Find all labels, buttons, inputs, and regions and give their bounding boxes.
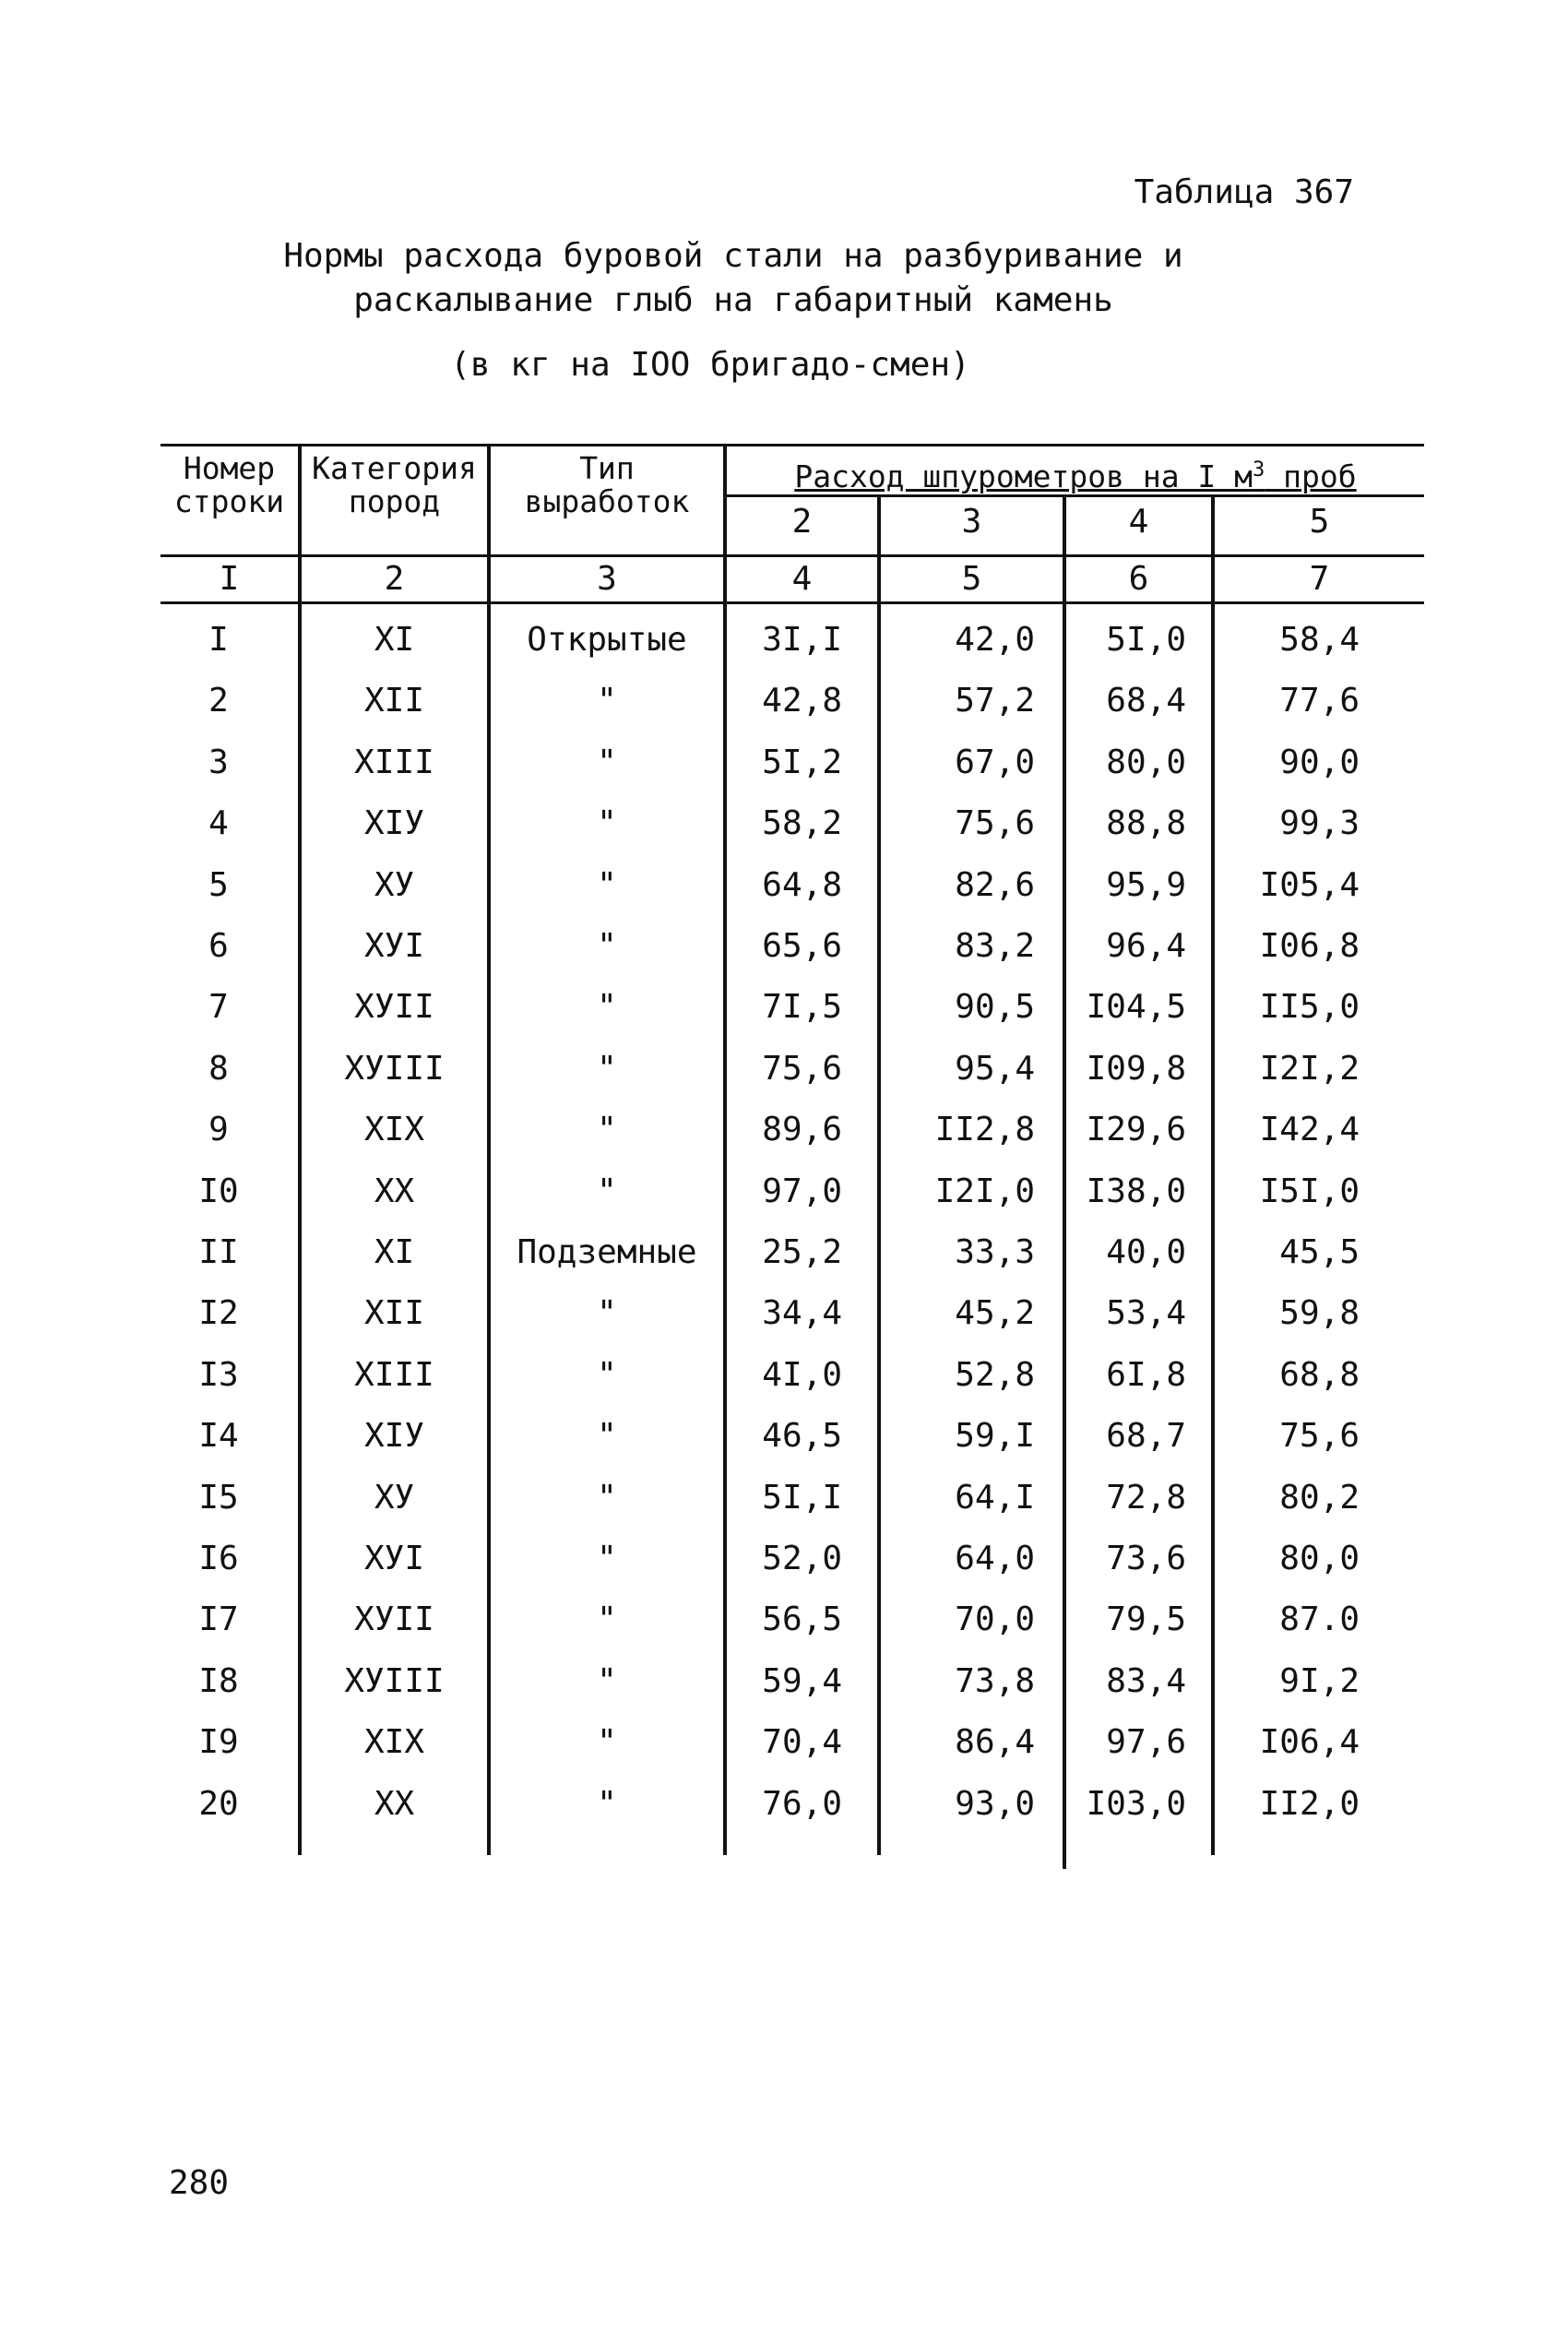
cell-col-5: I06,8 bbox=[1259, 927, 1360, 965]
cell-row-number: 9 bbox=[208, 1111, 229, 1148]
header-row-number bbox=[160, 452, 298, 518]
cell-col-2: 25,2 bbox=[762, 1233, 842, 1271]
header-type-line-2: выработок bbox=[524, 483, 690, 519]
cell-row-number: 2 bbox=[208, 682, 229, 720]
cell-col-3: II2,8 bbox=[934, 1111, 1035, 1148]
cell-col-4: 53,4 bbox=[1106, 1294, 1186, 1332]
cell-type: " bbox=[597, 1417, 617, 1455]
cell-col-4: 80,0 bbox=[1106, 744, 1186, 781]
cell-category: XII bbox=[363, 682, 425, 720]
header-row-number-line-1: Номер bbox=[183, 450, 276, 486]
cell-row-number: 8 bbox=[208, 1050, 229, 1088]
cell-col-3: 45,2 bbox=[955, 1294, 1035, 1332]
cell-category: ХУIII bbox=[344, 1662, 445, 1700]
cell-type: " bbox=[597, 1600, 617, 1638]
cell-type: " bbox=[597, 1356, 617, 1394]
cell-type: " bbox=[597, 1785, 617, 1823]
cell-col-2: 70,4 bbox=[762, 1723, 842, 1761]
cell-col-3: 86,4 bbox=[955, 1723, 1035, 1761]
table-top-rule bbox=[160, 444, 1424, 446]
cell-col-5: II5,0 bbox=[1259, 988, 1360, 1026]
cell-category: XIX bbox=[363, 1723, 425, 1761]
cell-col-2: 58,2 bbox=[762, 804, 842, 842]
cell-row-number: II bbox=[198, 1233, 239, 1271]
cell-col-2: 5I,I bbox=[762, 1479, 842, 1517]
cell-col-4: 83,4 bbox=[1106, 1662, 1186, 1700]
cell-col-4: 88,8 bbox=[1106, 804, 1186, 842]
cell-category: XIX bbox=[363, 1111, 425, 1148]
cell-category: ХУII bbox=[354, 988, 434, 1026]
cell-col-5: 75,6 bbox=[1279, 1417, 1360, 1455]
cell-col-5: I2I,2 bbox=[1259, 1050, 1360, 1088]
cell-col-2: 64,8 bbox=[762, 866, 842, 904]
cell-category: ХУII bbox=[354, 1600, 434, 1638]
table-title-line-1: Нормы расхода буровой стали на разбуривание и bbox=[283, 237, 1183, 275]
cell-col-3: 64,0 bbox=[955, 1540, 1035, 1577]
cell-type: " bbox=[597, 1294, 617, 1332]
cell-type: " bbox=[597, 1111, 617, 1148]
colnum-7: 7 bbox=[1309, 560, 1330, 598]
cell-col-2: 4I,0 bbox=[762, 1356, 842, 1394]
cell-type: " bbox=[597, 682, 617, 720]
header-consumption-sup: 3 bbox=[1253, 458, 1265, 482]
cell-col-5: 9I,2 bbox=[1279, 1662, 1360, 1700]
cell-type: " bbox=[597, 1662, 617, 1700]
cell-col-3: 57,2 bbox=[955, 682, 1035, 720]
cell-col-5: 77,6 bbox=[1279, 682, 1360, 720]
cell-col-2: 75,6 bbox=[762, 1050, 842, 1088]
cell-col-5: 45,5 bbox=[1279, 1233, 1360, 1271]
cell-col-2: 46,5 bbox=[762, 1417, 842, 1455]
cell-col-5: 99,3 bbox=[1279, 804, 1360, 842]
header-category bbox=[302, 452, 487, 518]
subheader-2: 2 bbox=[791, 503, 813, 541]
subheader-4: 4 bbox=[1128, 503, 1149, 541]
cell-type: Открытые bbox=[527, 621, 687, 659]
cell-category: ХУIII bbox=[344, 1050, 445, 1088]
cell-row-number: I4 bbox=[198, 1417, 239, 1455]
cell-row-number: I5 bbox=[198, 1479, 239, 1517]
cell-col-3: 93,0 bbox=[955, 1785, 1035, 1823]
cell-type: " bbox=[597, 1479, 617, 1517]
colnum-5: 5 bbox=[961, 560, 982, 598]
cell-row-number: I0 bbox=[198, 1172, 239, 1210]
cell-col-5: 58,4 bbox=[1279, 621, 1360, 659]
cell-col-4: 40,0 bbox=[1106, 1233, 1186, 1271]
cell-col-5: 87.0 bbox=[1279, 1600, 1360, 1638]
cell-category: XIУ bbox=[363, 1417, 425, 1455]
table-title-line-2: раскалывание глыб на габаритный камень bbox=[353, 281, 1113, 319]
cell-col-4: 6I,8 bbox=[1106, 1356, 1186, 1394]
cell-category: ХУI bbox=[363, 927, 425, 965]
cell-row-number: 20 bbox=[198, 1785, 239, 1823]
cell-type: " bbox=[597, 988, 617, 1026]
cell-col-3: 64,I bbox=[955, 1479, 1035, 1517]
cell-col-2: 76,0 bbox=[762, 1785, 842, 1823]
cell-col-2: 89,6 bbox=[762, 1111, 842, 1148]
cell-col-2: 97,0 bbox=[762, 1172, 842, 1210]
subheader-5: 5 bbox=[1309, 503, 1330, 541]
cell-category: XIУ bbox=[363, 804, 425, 842]
header-consumption-tail: проб bbox=[1265, 458, 1357, 494]
cell-col-5: 90,0 bbox=[1279, 744, 1360, 781]
cell-category: XIII bbox=[354, 1356, 434, 1394]
cell-col-3: 52,8 bbox=[955, 1356, 1035, 1394]
cell-row-number: 5 bbox=[208, 866, 229, 904]
cell-col-3: 59,I bbox=[955, 1417, 1035, 1455]
page-number: 280 bbox=[169, 2164, 230, 2202]
cell-row-number: I8 bbox=[198, 1662, 239, 1700]
colnum-1: I bbox=[219, 560, 240, 598]
subheader-rule bbox=[726, 494, 1424, 497]
cell-col-5: I42,4 bbox=[1259, 1111, 1360, 1148]
cell-col-3: 75,6 bbox=[955, 804, 1035, 842]
cell-row-number: I7 bbox=[198, 1600, 239, 1638]
cell-col-2: 34,4 bbox=[762, 1294, 842, 1332]
cell-type: " bbox=[597, 1540, 617, 1577]
cell-type: " bbox=[597, 1172, 617, 1210]
cell-row-number: 4 bbox=[208, 804, 229, 842]
cell-col-2: 5I,2 bbox=[762, 744, 842, 781]
colnum-4: 4 bbox=[791, 560, 813, 598]
cell-col-4: 96,4 bbox=[1106, 927, 1186, 965]
cell-category: ХУ bbox=[374, 866, 415, 904]
cell-col-3: 70,0 bbox=[955, 1600, 1035, 1638]
cell-category: XI bbox=[374, 621, 415, 659]
cell-category: ХУ bbox=[374, 1479, 415, 1517]
cell-col-3: 90,5 bbox=[955, 988, 1035, 1026]
cell-col-2: 65,6 bbox=[762, 927, 842, 965]
cell-col-5: 80,2 bbox=[1279, 1479, 1360, 1517]
cell-type: " bbox=[597, 804, 617, 842]
cell-col-4: 79,5 bbox=[1106, 1600, 1186, 1638]
cell-col-4: 68,7 bbox=[1106, 1417, 1186, 1455]
cell-col-5: I06,4 bbox=[1259, 1723, 1360, 1761]
cell-col-5: I05,4 bbox=[1259, 866, 1360, 904]
header-row-number-line-2: строки bbox=[173, 483, 285, 519]
colnum-2: 2 bbox=[384, 560, 405, 598]
cell-category: XII bbox=[363, 1294, 425, 1332]
header-category-line-1: Категория bbox=[312, 450, 477, 486]
header-type bbox=[491, 452, 723, 518]
cell-col-5: 80,0 bbox=[1279, 1540, 1360, 1577]
cell-type: " bbox=[597, 866, 617, 904]
cell-col-3: 33,3 bbox=[955, 1233, 1035, 1271]
cell-category: ХУI bbox=[363, 1540, 425, 1577]
cell-col-4: 5I,0 bbox=[1106, 621, 1186, 659]
cell-row-number: I bbox=[208, 621, 229, 659]
cell-row-number: I9 bbox=[198, 1723, 239, 1761]
cell-col-2: 3I,I bbox=[762, 621, 842, 659]
cell-type: " bbox=[597, 927, 617, 965]
cell-col-4: 68,4 bbox=[1106, 682, 1186, 720]
colnum-3: 3 bbox=[597, 560, 617, 598]
cell-col-5: II2,0 bbox=[1259, 1785, 1360, 1823]
colnum-6: 6 bbox=[1128, 560, 1149, 598]
cell-col-4: 97,6 bbox=[1106, 1723, 1186, 1761]
cell-type: " bbox=[597, 744, 617, 781]
header-bottom-rule bbox=[160, 554, 1424, 557]
cell-type: " bbox=[597, 1723, 617, 1761]
cell-row-number: I3 bbox=[198, 1356, 239, 1394]
header-category-line-2: пород bbox=[348, 483, 441, 519]
cell-type: " bbox=[597, 1050, 617, 1088]
cell-category: XI bbox=[374, 1233, 415, 1271]
cell-col-3: I2I,0 bbox=[934, 1172, 1035, 1210]
cell-col-4: I03,0 bbox=[1086, 1785, 1186, 1823]
cell-col-2: 42,8 bbox=[762, 682, 842, 720]
cell-col-3: 73,8 bbox=[955, 1662, 1035, 1700]
cell-col-4: I29,6 bbox=[1086, 1111, 1186, 1148]
cell-col-2: 52,0 bbox=[762, 1540, 842, 1577]
cell-col-3: 95,4 bbox=[955, 1050, 1035, 1088]
cell-category: XIII bbox=[354, 744, 434, 781]
cell-type: Подземные bbox=[517, 1233, 697, 1271]
cell-category: XX bbox=[374, 1785, 415, 1823]
header-consumption-text: Расход шпурометров на I м bbox=[794, 458, 1253, 494]
table-label: Таблица 367 bbox=[1134, 173, 1354, 211]
cell-col-5: 68,8 bbox=[1279, 1356, 1360, 1394]
colnum-bottom-rule bbox=[160, 601, 1424, 604]
cell-col-4: I09,8 bbox=[1086, 1050, 1186, 1088]
cell-category: XX bbox=[374, 1172, 415, 1210]
cell-col-4: I04,5 bbox=[1086, 988, 1186, 1026]
cell-col-4: 72,8 bbox=[1106, 1479, 1186, 1517]
cell-row-number: I2 bbox=[198, 1294, 239, 1332]
header-consumption bbox=[727, 454, 1424, 494]
cell-col-2: 59,4 bbox=[762, 1662, 842, 1700]
cell-row-number: 7 bbox=[208, 988, 229, 1026]
cell-row-number: 3 bbox=[208, 744, 229, 781]
cell-col-3: 82,6 bbox=[955, 866, 1035, 904]
cell-col-3: 67,0 bbox=[955, 744, 1035, 781]
cell-col-4: I38,0 bbox=[1086, 1172, 1186, 1210]
table-units: (в кг на IOO бригадо-смен) bbox=[450, 346, 970, 384]
cell-row-number: I6 bbox=[198, 1540, 239, 1577]
cell-col-2: 56,5 bbox=[762, 1600, 842, 1638]
cell-col-3: 83,2 bbox=[955, 927, 1035, 965]
cell-col-4: 73,6 bbox=[1106, 1540, 1186, 1577]
cell-col-5: 59,8 bbox=[1279, 1294, 1360, 1332]
cell-col-2: 7I,5 bbox=[762, 988, 842, 1026]
cell-col-3: 42,0 bbox=[955, 621, 1035, 659]
cell-col-4: 95,9 bbox=[1106, 866, 1186, 904]
header-type-line-1: Тип bbox=[579, 450, 635, 486]
cell-col-5: I5I,0 bbox=[1259, 1172, 1360, 1210]
cell-row-number: 6 bbox=[208, 927, 229, 965]
subheader-3: 3 bbox=[961, 503, 982, 541]
